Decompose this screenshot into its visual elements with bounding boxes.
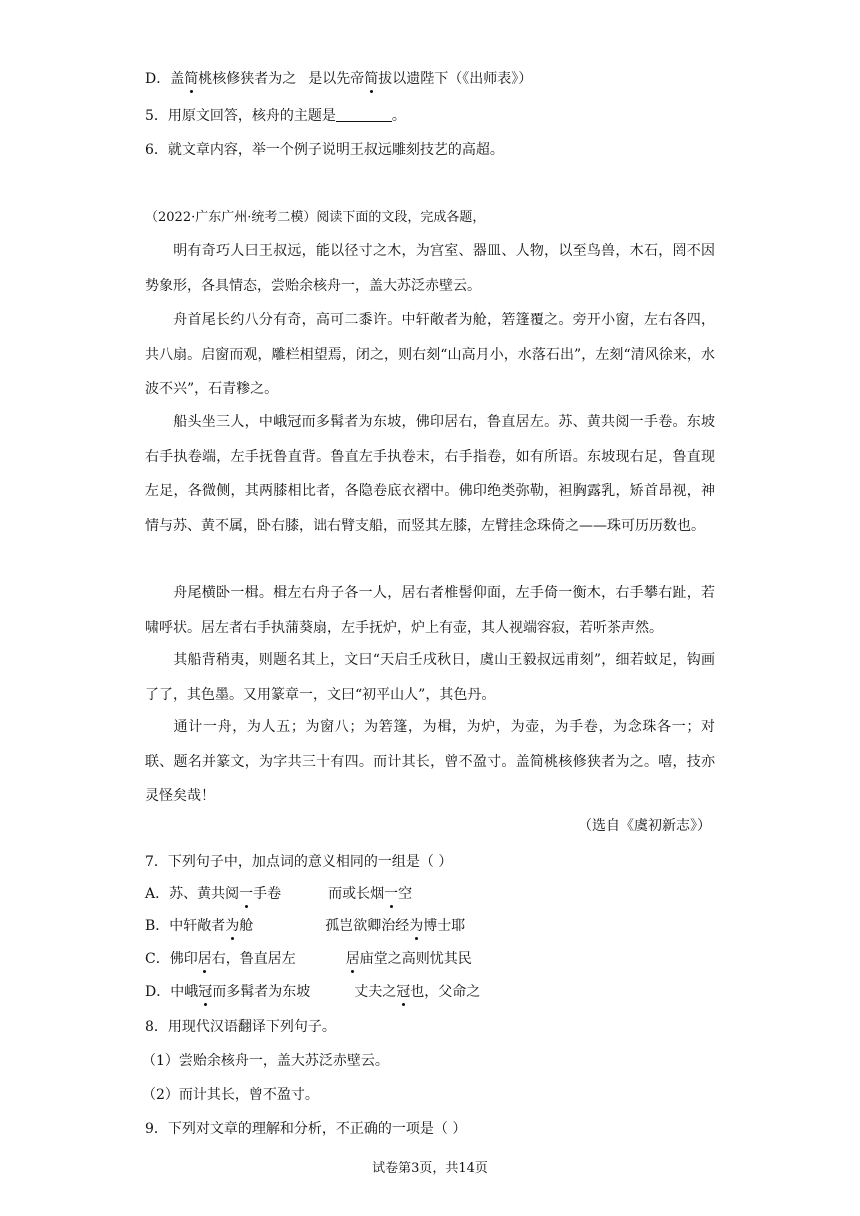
dotted-char: 简 [184, 71, 199, 87]
q7-option-a[interactable]: A．苏、黄共阅一手卷 而或长烟一空 [145, 886, 413, 902]
passage-paragraph-1: 明有奇巧人曰王叔远，能以径寸之木，为宫室、器皿、人物，以至鸟兽，木石，罔不因势象形，各具情态，尝贻余核舟一，盖大苏泛赤壁云。 [145, 243, 715, 294]
passage-paragraph-6: 通计一舟，为人五；为窗八；为箬篷，为楫，为炉，为壶，为手卷，为念珠各一；对联、题名并篆文，为字共三十有四。而计其长，曾不盈寸。盖简桃核修狭者为之。嘻，技亦灵怪矣哉！ [145, 719, 715, 805]
question-8: 8．用现代汉语翻译下列句子。 [145, 1019, 336, 1035]
question-5: 5．用原文回答，核舟的主题是 。 [145, 108, 406, 124]
dotted-char: 冠 [396, 984, 411, 1000]
option-d-line: D．盖简桃核修狭者为之 是以先帝简拔以遗陛下（《出师表》） [145, 71, 533, 87]
question-9: 9．下列对文章的理解和分析，不正确的一项是（ ） [145, 1121, 467, 1137]
passage-intro: （2022·广东广州·统考二模）阅读下面的文段，完成各题， [145, 210, 486, 225]
question-6: 6．就文章内容，举一个例子说明王叔远雕刻技艺的高超。 [145, 142, 504, 158]
q8-item-2: （2）而计其长，曾不盈寸。 [142, 1087, 319, 1103]
dotted-char: 居 [345, 951, 360, 967]
q7-option-d[interactable]: D．中峨冠而多髯者为东坡 丈夫之冠也，父命之 [145, 984, 481, 1000]
passage-source: （选自《虞初新志》） [578, 818, 711, 834]
dotted-char: 简 [364, 71, 379, 87]
dotted-char: 为 [409, 918, 424, 934]
dotted-char: 一 [384, 886, 399, 902]
q7-option-c[interactable]: C．佛印居右，鲁直居左 居庙堂之高则忧其民 [145, 951, 472, 967]
dotted-char: 冠 [198, 984, 213, 1000]
dotted-char: 为 [225, 918, 240, 934]
q8-item-1: （1）尝贻余核舟一，盖大苏泛赤壁云。 [142, 1053, 389, 1069]
page-footer: 试卷第3页，共14页 [372, 1161, 488, 1176]
question-7: 7．下列句子中，加点词的意义相同的一组是（ ） [145, 854, 453, 870]
dotted-char: 一 [239, 886, 254, 902]
passage-paragraph-3: 船头坐三人，中峨冠而多髯者为东坡，佛印居右，鲁直居左。苏、黄共阅一手卷。东坡右手执卷端，左手抚鲁直背。鲁直左手执卷末，右手指卷，如有所语。东坡现右足，鲁直现左足，各微侧，其两膝相比者，各隐卷底衣褶中。佛印绝类弥勒，袒胸露乳，矫首昂视，神情与苏、黄不属，卧右膝，诎右臂支船，而竖其左膝，左臂挂念珠倚之——珠可历历数也。 [145, 414, 715, 535]
dotted-char: 居 [197, 951, 212, 967]
passage-paragraph-4: 舟尾横卧一楫。楫左右舟子各一人，居右者椎髻仰面，左手倚一衡木，右手攀右趾，若啸呼状。居左者右手执蒲葵扇，左手抚炉，炉上有壶，其人视端容寂，若听茶声然。 [145, 585, 715, 636]
answer-blank[interactable] [336, 107, 392, 122]
option-label: D． [145, 71, 171, 87]
passage-paragraph-5: 其船背稍夷，则题名其上，文曰“天启壬戌秋日，虞山王毅叔远甫刻”，细若蚊足，钩画了了，其色墨。又用篆章一，文曰“初平山人”，其色丹。 [145, 652, 715, 703]
passage-paragraph-2: 舟首尾长约八分有奇，高可二黍许。中轩敞者为舱，箬篷覆之。旁开小窗，左右各四，共八扇。启窗而观，雕栏相望焉，闭之，则右刻“山高月小，水落石出”，左刻“清风徐来，水波不兴”，石青糁之。 [145, 312, 715, 398]
q7-option-b[interactable]: B．中轩敞者为舱 孤岂欲卿治经为博士耶 [145, 918, 466, 934]
